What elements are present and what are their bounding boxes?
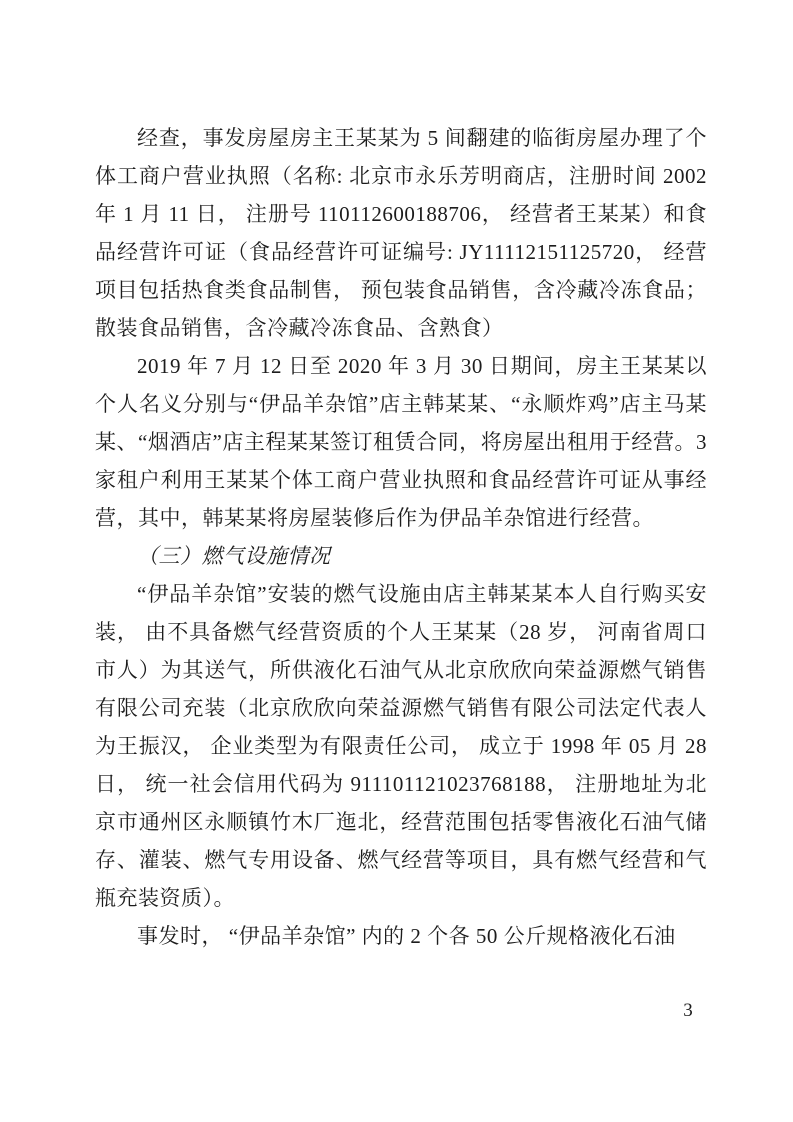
page-number: 3 xyxy=(683,1000,693,1021)
heading-gas-facilities-section: （三）燃气设施情况 xyxy=(137,544,331,568)
paragraph-lease-history: 2019 年 7 月 12 日至 2020 年 3 月 30 日期间，房主王某某以个人名义分别与“伊品羊杂馆”店主韩某某、“永顺炸鸡”店主马某某、“烟酒店”店主程某某签订租赁合同，将房屋出租用于经营。3 家租户利用王某某个体工商户营业执照和食品经营许可证从事经营，其中，韩某某将房屋装修后作为伊品羊杂馆进行经营。 xyxy=(95,354,707,530)
paragraph-gas-installation-supplier: “伊品羊杂馆”安装的燃气设施由店主韩某某本人自行购买安装， 由不具备燃气经营资质的个人王某某（28 岁， 河南省周口市人）为其送气，所供液化石油气从北京欣欣向荣益源燃气销售有限公司充装（北京欣欣向荣益源燃气销售有限公司法定代表人为王振汉， 企业类型为有限责任公司， 成立于 1998 年 05 月 28 日， 统一社会信用代码为 911101121023768188， 注册地址为北京市通州区永顺镇竹木厂迤北，经营范围包括零售液化石油气储存、灌装、燃气专用设备、燃气经营等项目，具有燃气经营和气瓶充装资质）。 xyxy=(95,582,707,910)
paragraph-business-license: 经查，事发房屋房主王某某为 5 间翻建的临街房屋办理了个体工商户营业执照（名称: 北京市永乐芳明商店，注册时间 2002 年 1 月 11 日， 注册号 110112600188706， 经营者王某某）和食品经营许可证（食品经营许可证编号: JY11112151125720， 经营项目包括热食类食品制售， 预包装食品销售，含冷藏冷冻食品；散装食品销售，含冷藏冷冻食品、含熟食） xyxy=(95,126,707,340)
paragraph-incident-cylinders: 事发时， “伊品羊杂馆” 内的 2 个各 50 公斤规格液化石油 xyxy=(137,924,676,948)
document-body xyxy=(95,119,707,955)
